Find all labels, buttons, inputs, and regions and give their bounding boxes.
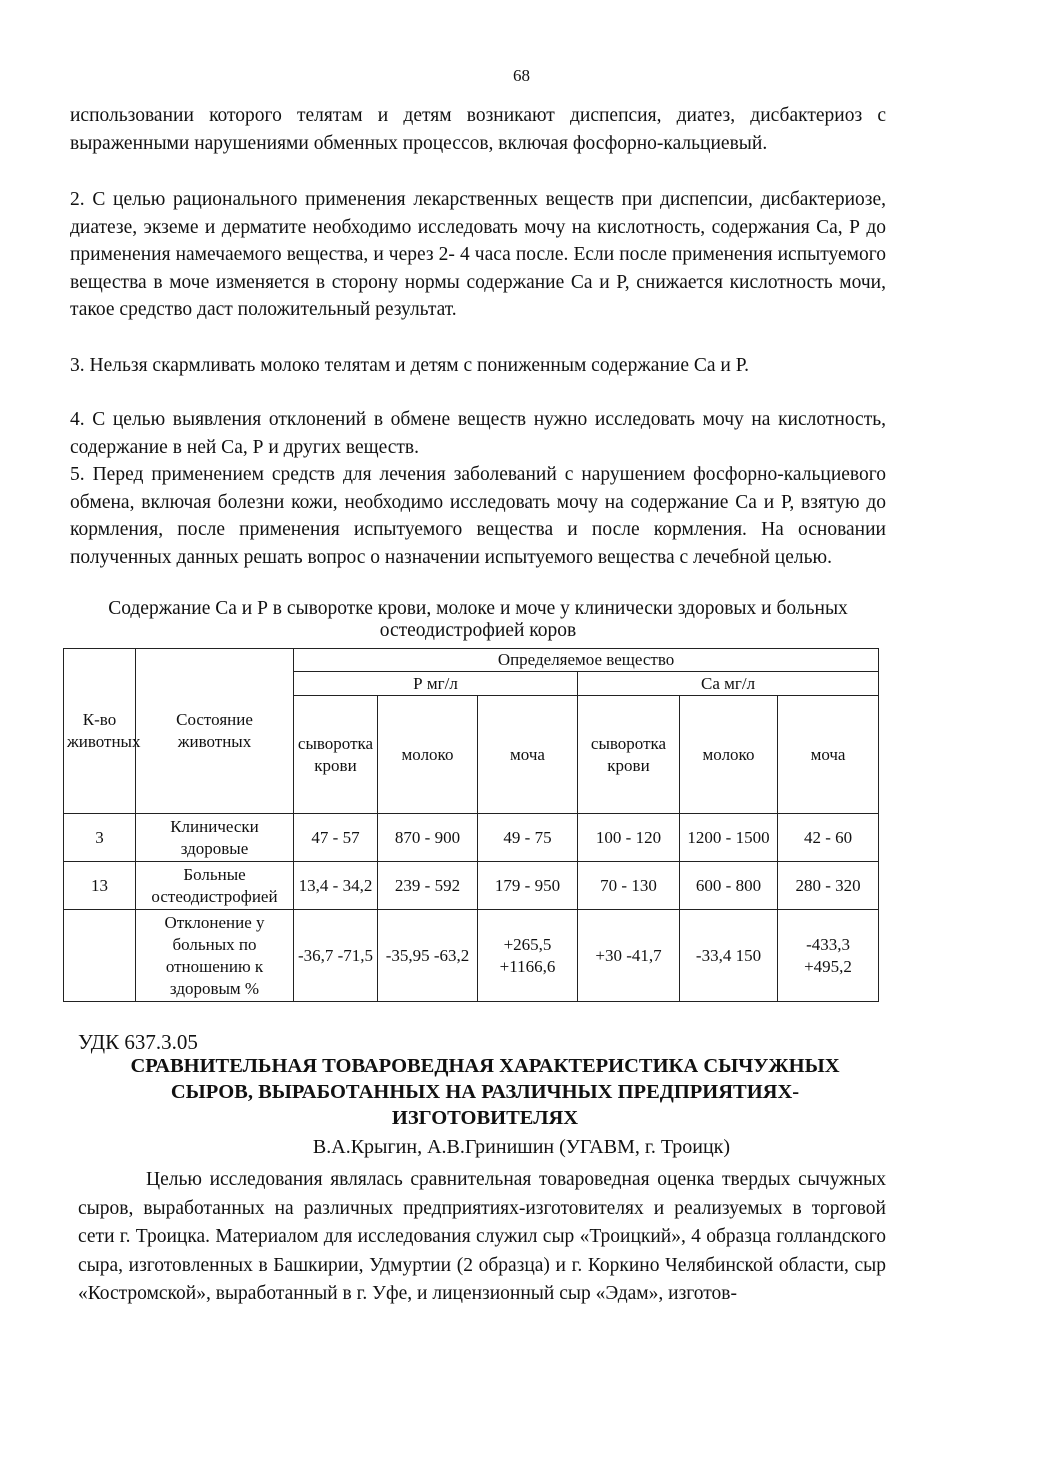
paragraph-3: 3. Нельзя скармливать молоко телятам и детям с пониженным содержание Са и Р. [70,355,749,376]
cell-value: 600 - 800 [680,862,778,910]
table-caption: Содержание Са и Р в сыворотке крови, молоке и моче у клинически здоровых и больных остеодистрофией коров [108,598,848,641]
article-title: СРАВНИТЕЛЬНАЯ ТОВАРОВЕДНАЯ ХАРАКТЕРИСТИКА СЫЧУЖНЫХ СЫРОВ, ВЫРАБОТАННЫХ НА РАЗЛИЧНЫХ ПРЕДПРИЯТИЯХ-ИЗГОТОВИТЕЛЯХ [130,1055,840,1129]
cell-state: Клинически здоровые [136,814,294,862]
paragraph-1: использовании которого телятам и детям возникают диспепсия, диатез, дисбактериоз с выраженными нарушениями обменных процессов, включая фосфорно-кальциевый. [70,105,886,154]
cell-value: 13,4 - 34,2 [294,862,378,910]
header-ca: Са мг/л [578,672,879,696]
subheader-p-serum: сыворотка крови [294,696,378,814]
cell-value: 100 - 120 [578,814,680,862]
cell-value: 1200 - 1500 [680,814,778,862]
cell-state: Больные остеодистрофией [136,862,294,910]
subheader-p-milk: молоко [378,696,478,814]
article-authors: В.А.Крыгин, А.В.Гринишин (УГАВМ, г. Троицк) [312,1136,731,1158]
data-table [63,648,879,1002]
cell-value: -433,3 +495,2 [778,910,879,1002]
cell-value: 47 - 57 [294,814,378,862]
cell-value: 280 - 320 [778,862,879,910]
header-state: Состояние животных [136,649,294,814]
cell-value: +30 -41,7 [578,910,680,1002]
cell-value: 870 - 900 [378,814,478,862]
subheader-ca-urine: моча [778,696,879,814]
subheader-ca-milk: молоко [680,696,778,814]
paragraph-2: 2. С целью рационального применения лекарственных веществ при диспепсии, дисбактериозе, диатезе, экземе и дерматите необходимо исследовать мочу на кислотность, содержания Са, Р до применения намечаемого вещества, и через 2- 4 часа после. Если после применения испытуемого вещества в моче изменяется в сторону нормы содержание Са и Р, снижается кислотность мочи, такое средство даст положительный результат. [70,189,886,320]
subheader-ca-serum: сыворотка крови [578,696,680,814]
cell-value: -33,4 150 [680,910,778,1002]
table-row [64,910,879,1002]
cell-value: 239 - 592 [378,862,478,910]
cell-count: 3 [64,814,136,862]
header-substance: Определяемое вещество [294,649,879,672]
table-row [64,814,879,862]
paragraph-4: 4. С целью выявления отклонений в обмене веществ нужно исследовать мочу на кислотность, содержание в ней Са, Р и других веществ. [70,409,886,458]
cell-value: 49 - 75 [478,814,578,862]
cell-state: Отклонение у больных по отношению к здоровым % [136,910,294,1002]
cell-value: 70 - 130 [578,862,680,910]
table-row [64,862,879,910]
article-body: Целью исследования являлась сравнительная товароведная оценка твердых сычужных сыров, выработанных на различных предприятиях-изготовителях и реализуемых в торговой сети г. Троицка. Материалом для исследования служил сыр «Троицкий», 4 образца голландского сыра, изготовленных в Башкирии, Удмуртии (2 образца) и г. Коркино Челябинской области, сыр «Костромской», выработанный в г. Уфе, и лицензионный сыр «Эдам», изготов- [78,1169,886,1304]
udk-code: УДК 637.3.05 [78,1030,198,1054]
paragraph-5: 5. Перед применением средств для лечения заболеваний с нарушением фосфорно-кальциевого обмена, включая болезни кожи, необходимо исследовать мочу на содержание Са и Р, взятую до кормления, после применения испытуемого вещества и после кормления. На основании полученных данных решать вопрос о назначении испытуемого вещества с лечебной целью. [70,464,886,568]
header-count: К-во животных [64,649,136,814]
subheader-p-urine: моча [478,696,578,814]
cell-value: +265,5 +1166,6 [478,910,578,1002]
cell-value: 42 - 60 [778,814,879,862]
header-p: Р мг/л [294,672,578,696]
cell-value: -35,95 -63,2 [378,910,478,1002]
cell-value: -36,7 -71,5 [294,910,378,1002]
cell-value: 179 - 950 [478,862,578,910]
page-number: 68 [513,66,530,85]
cell-count: 13 [64,862,136,910]
cell-count [64,910,136,1002]
